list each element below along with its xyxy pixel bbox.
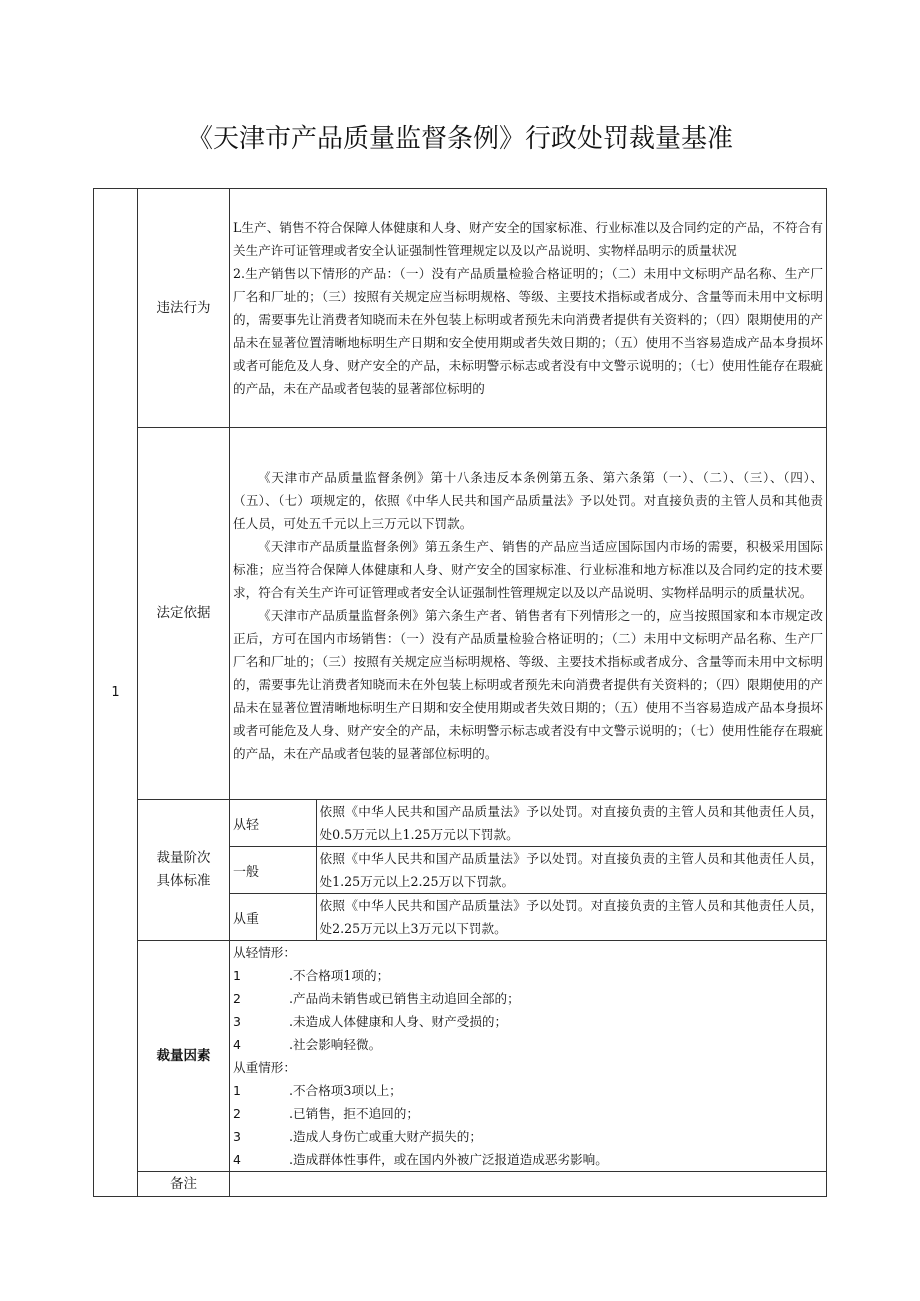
- levels-row: [94, 800, 827, 941]
- level-row: [230, 800, 826, 847]
- list-item: 2 .已销售，拒不追回的；: [233, 1106, 419, 1121]
- level-text-normal: 依照《中华人民共和国产品质量法》予以处罚。对直接负责的主管人员和其他责任人员，处1.25万元以上2.25万以下罚款。: [316, 847, 826, 894]
- levels-label-line-1: 裁量阶次: [156, 850, 211, 866]
- level-name-heavy: 从重: [230, 894, 316, 941]
- legal-basis-para-3: 《天津市产品质量监督条例》第六条生产者、销售者有下列情形之一的，应当按照国家和本市规定改正后，方可在国内市场销售：（一）没有产品质量检验合格证明的；（二）未用中文标明产品名称、生产厂厂名和厂址的；（三）按照有关规定应当标明规格、等级、主要技术指标或者成分、含量等而未用中文标明的，需要事先让消费者知晓而未在外包装上标明或者预先未向消费者提供有关资料的；（四）限期使用的产品未在显著位置清晰地标明生产日期和安全使用期或者失效日期的；（五）使用不当容易造成产品本身损坏或者可能危及人身、财产安全的产品，未标明警示标志或者没有中文警示说明的；（七）使用性能存在瑕疵的产品，未在产品或者包装的显著部位标明的。: [233, 608, 823, 761]
- level-text-light: 依照《中华人民共和国产品质量法》予以处罚。对直接负责的主管人员和其他责任人员，处0.5万元以上1.25万元以下罚款。: [316, 800, 826, 847]
- levels-label: [138, 800, 230, 941]
- legal-basis-label: 法定依据: [138, 428, 230, 800]
- row-number: 1: [94, 189, 138, 1197]
- legal-basis-para-1: 《天津市产品质量监督条例》第十八条违反本条例第五条、第六条第（一）、（二）、（三）、（四）、（五）、（七）项规定的，依照《中华人民共和国产品质量法》予以处罚。对直接负责的主管人员和其他责任人员，可处五千元以上三万元以下罚款。: [233, 470, 823, 531]
- legal-basis-para-2: 《天津市产品质量监督条例》第五条生产、销售的产品应当适应国际国内市场的需要，积极采用国际标准；应当符合保障人体健康和人身、财产安全的国家标准、行业标准和地方标准以及合同约定的技术要求，符合有关生产许可证管理或者安全认证强制性管理规定以及以产品说明、实物样品明示的质量状况。: [233, 539, 823, 600]
- violation-label: 违法行为: [138, 189, 230, 428]
- list-item: 1 .不合格项1项的；: [233, 968, 390, 983]
- level-name-normal: 一般: [230, 847, 316, 894]
- remarks-row: [94, 1172, 827, 1197]
- violation-para-2: 2.生产销售以下情形的产品：（一）没有产品质量检验合格证明的；（二）未用中文标明产品名称、生产厂厂名和厂址的；（三）按照有关规定应当标明规格、等级、主要技术指标或者成分、含量等而未用中文标明的，需要事先让消费者知晓而未在外包装上标明或者预先未向消费者提供有关资料的；（四）限期使用的产品未在显著位置清晰地标明生产日期和安全使用期或者失效日期的；（五）使用不当容易造成产品本身损坏或者可能危及人身、财产安全的产品，未标明警示标志或者没有中文警示说明的；（七）使用性能存在瑕疵的产品，未在产品或者包装的显著部位标明的: [233, 266, 823, 396]
- factors-light-heading: 从轻情形：: [233, 945, 296, 960]
- levels-label-line-2: 具体标准: [156, 873, 211, 889]
- legal-basis-content: [230, 428, 827, 800]
- factors-label: 裁量因素: [138, 941, 230, 1172]
- list-item: 2 .产品尚未销售或已销售主动追回全部的；: [233, 991, 520, 1006]
- factors-content: [230, 941, 827, 1172]
- list-item: 1 .不合格项3项以上；: [233, 1083, 402, 1098]
- remarks-label: 备注: [138, 1172, 230, 1197]
- level-text-heavy: 依照《中华人民共和国产品质量法》予以处罚。对直接负责的主管人员和其他责任人员，处2.25万元以上3万元以下罚款。: [316, 894, 826, 941]
- levels-table: [230, 800, 826, 940]
- list-item: 4 .造成群体性事件，或在国内外被广泛报道造成恶劣影响。: [233, 1152, 608, 1167]
- page-title: 《天津市产品质量监督条例》行政处罚裁量基准: [186, 124, 733, 154]
- level-row: [230, 894, 826, 941]
- level-name-light: 从轻: [230, 800, 316, 847]
- list-item: 4 .社会影响轻微。: [233, 1037, 382, 1052]
- factors-heavy-heading: 从重情形：: [233, 1060, 296, 1075]
- factors-row: [94, 941, 827, 1172]
- list-item: 3 .未造成人体健康和人身、财产受损的；: [233, 1014, 508, 1029]
- violation-para-1: L生产、销售不符合保障人体健康和人身、财产安全的国家标准、行业标准以及合同约定的产品，不符合有关生产许可证管理或者安全认证强制性管理规定以及以产品说明、实物样品明示的质量状况: [233, 220, 823, 258]
- discretion-table: [93, 188, 827, 1197]
- legal-basis-row: [94, 428, 827, 800]
- list-item: 3 .造成人身伤亡或重大财产损失的；: [233, 1129, 482, 1144]
- remarks-value: [230, 1172, 827, 1197]
- violation-content: [230, 189, 827, 428]
- level-row: [230, 847, 826, 894]
- violation-row: [94, 189, 827, 428]
